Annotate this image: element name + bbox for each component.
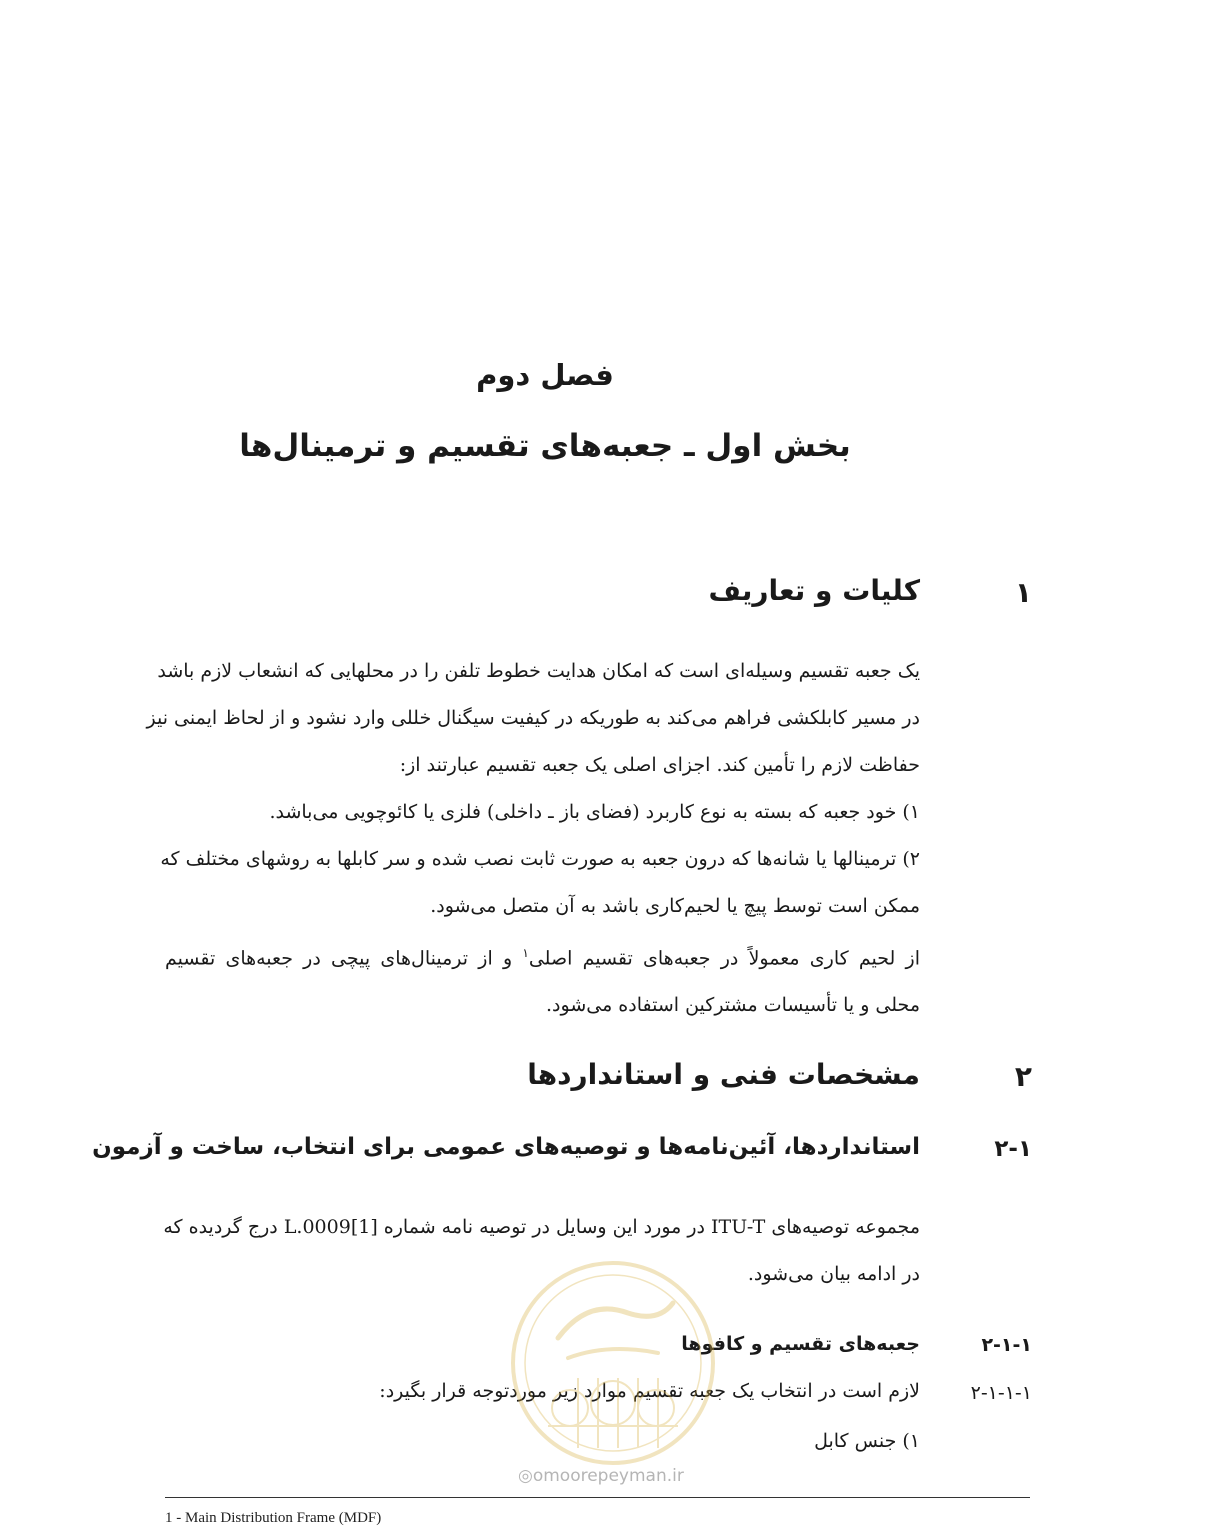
section-2-1-number: ۲-۱ <box>994 1136 1032 1162</box>
paragraph-line: مجموعه توصیه‌های ITU-T در مورد این وسایل در توصیه نامه شماره [1]L.0009 درج گردیده که <box>163 1216 920 1238</box>
paragraph-line: یک جعبه تقسیم وسیله‌ای است که امکان هدایت خطوط تلفن را در محلهایی که انشعاب لازم باشد <box>157 660 920 682</box>
paragraph-line-with-footnote <box>165 930 920 982</box>
section-1-number: ۱ <box>1014 576 1032 609</box>
footnote-divider <box>165 1497 1030 1498</box>
list-item-1: ۱) خود جعبه که بسته به نوع کاربرد (فضای باز ـ داخلی) فلزی یا کائوچویی می‌باشد. <box>269 801 920 823</box>
watermark-seal <box>508 1258 718 1468</box>
watermark-url-text: omoorepeyman.ir <box>532 1466 684 1486</box>
section-2-1-title: استانداردها، آئین‌نامه‌ها و توصیه‌های عمومی برای انتخاب، ساخت و آزمون <box>92 1134 920 1160</box>
paragraph-segment: از لحیم کاری معمولاً در جعبه‌های تقسیم اصلی <box>528 947 920 970</box>
list-item-2-continued: ممکن است توسط پیچ یا لحیم‌کاری باشد به آن متصل می‌شود. <box>430 895 920 917</box>
footnote: 1 - Main Distribution Frame (MDF) <box>165 1510 382 1526</box>
section-2-1-1-title: جعبه‌های تقسیم و کافوها <box>681 1333 920 1355</box>
watermark-url <box>518 1466 684 1486</box>
paragraph-line: در ادامه بیان می‌شود. <box>747 1263 920 1285</box>
list-item-2: ۲) ترمینالها یا شانه‌ها که درون جعبه به صورت ثابت نصب شده و سر کابلها به روشهای مختلف که <box>160 848 920 870</box>
section-2-1-1-number: ۲-۱-۱ <box>981 1334 1032 1356</box>
paragraph-line: حفاظت لازم را تأمین کند. اجزای اصلی یک جعبه تقسیم عبارتند از: <box>399 754 920 776</box>
list-item-cable-material: ۱) جنس کابل <box>814 1430 920 1452</box>
paragraph-segment: و از ترمینال‌های پیچی در جعبه‌های تقسیم <box>165 947 513 970</box>
section-2-number: ۲ <box>1014 1060 1032 1093</box>
footnote-marker: ۱ <box>522 946 529 960</box>
section-2-1-1-1-text: لازم است در انتخاب یک جعبه تقسیم موارد زیر موردتوجه قرار بگیرد: <box>379 1380 920 1402</box>
part-title: بخش اول ـ جعبه‌های تقسیم و ترمینال‌ها <box>239 428 851 464</box>
paragraph-line: در مسیر کابلکشی فراهم می‌کند به طوریکه در کیفیت سیگنال خللی وارد نشود و از لحاظ ایمنی نیز <box>146 707 920 729</box>
paragraph-line: محلی و یا تأسیسات مشترکین استفاده می‌شود. <box>546 994 920 1017</box>
watermark-logo-icon: ◎ <box>518 1466 533 1486</box>
section-2-1-1-1-number: ۲-۱-۱-۱ <box>970 1382 1032 1404</box>
chapter-title: فصل دوم <box>476 358 614 392</box>
section-2-title: مشخصات فنی و استانداردها <box>527 1058 920 1091</box>
section-1-body <box>146 648 920 1029</box>
section-1-title: کلیات و تعاریف <box>708 574 920 607</box>
